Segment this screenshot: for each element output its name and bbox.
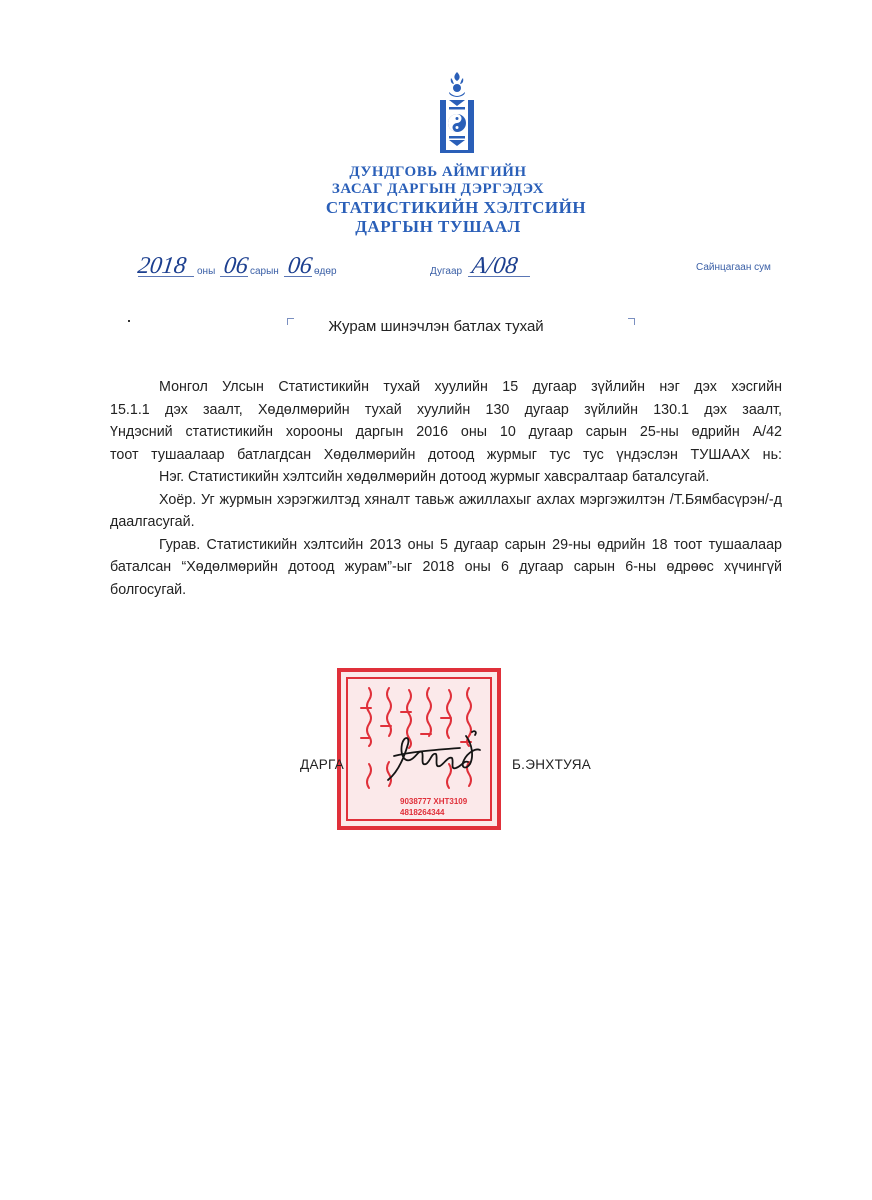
order-item-1: Нэг. Статистикийн хэлтсийн хөдөлмөрийн дотоод журмыг хавсралтаар баталсугай. bbox=[159, 469, 710, 485]
document-body bbox=[110, 376, 782, 601]
org-name-line-1: ДУНДГОВЬ АЙМГИЙН bbox=[349, 164, 527, 180]
org-name-line-3: СТАТИСТИКИЙН ХЭЛТСИЙН bbox=[325, 198, 587, 217]
organization-header bbox=[0, 164, 872, 236]
signatory-position: ДАРГА bbox=[300, 757, 345, 772]
preamble-line: тоот тушаалаар батлагдсан Хөдөлмөрийн дотоод журмыг тус тус үндэслэн ТУШААХ нь: bbox=[110, 446, 782, 463]
handwritten-order-number: А/08 bbox=[470, 253, 520, 279]
stamp-code-line-1: 9038777 ХНТ3109 bbox=[400, 797, 468, 806]
handwritten-signature bbox=[380, 722, 492, 792]
month-label: сарын bbox=[250, 266, 279, 277]
order-item-2: Хоёр. Уг журмын хэрэгжилтэд хяналт тавьж ажиллахыг ахлах мэргэжилтэн /Т.Бямбасүрэн/-д даалгасугай. bbox=[110, 491, 782, 530]
document-subject: Журам шинэчлэн батлах тухай bbox=[328, 318, 544, 335]
handwritten-day: 06 bbox=[286, 253, 314, 279]
order-number-label: Дугаар bbox=[430, 266, 463, 277]
stamp-codes bbox=[400, 796, 467, 818]
day-label: өдөр bbox=[314, 266, 337, 277]
preamble-line: Үндэсний статистикийн хорооны даргын 2016 оны 10 дугаар сарын 25-ны өдрийн А/42 bbox=[110, 424, 782, 440]
stamp-code-line-2: 4818264344 bbox=[400, 808, 445, 817]
date-number-row bbox=[0, 252, 872, 280]
handwritten-month: 06 bbox=[222, 253, 250, 279]
state-emblem-icon bbox=[432, 70, 482, 154]
order-item-3: Гурав. Статистикийн хэлтсийн 2013 оны 5 дугаар сарын 29-ны өдрийн 18 тоот тушаалаар баталсан “Хөдөлмөрийн дотоод журам”-ыг 2018 оны 6 дугаар сарын 6-ны өдрөөс хүчингүй болгосугай. bbox=[110, 536, 782, 598]
org-name-line-2: ЗАСАГ ДАРГЫН ДЭРГЭДЭХ bbox=[331, 181, 545, 197]
preamble-line: 15.1.1 дэх заалт, Хөдөлмөрийн тухай хуулийн 130 дугаар зүйлийн 130.1 дэх заалт, bbox=[110, 401, 782, 418]
place-name: Сайнцагаан сум bbox=[696, 262, 771, 273]
handwritten-year: 2018 bbox=[136, 253, 188, 279]
document-type-title: ДАРГЫН ТУШААЛ bbox=[355, 217, 521, 236]
preamble-line: Монгол Улсын Статистикийн тухай хуулийн 15 дугаар зүйлийн нэг дэх хэсгийн bbox=[159, 379, 782, 395]
signatory-name: Б.ЭНХТУЯА bbox=[512, 757, 592, 772]
year-label: оны bbox=[197, 266, 216, 277]
